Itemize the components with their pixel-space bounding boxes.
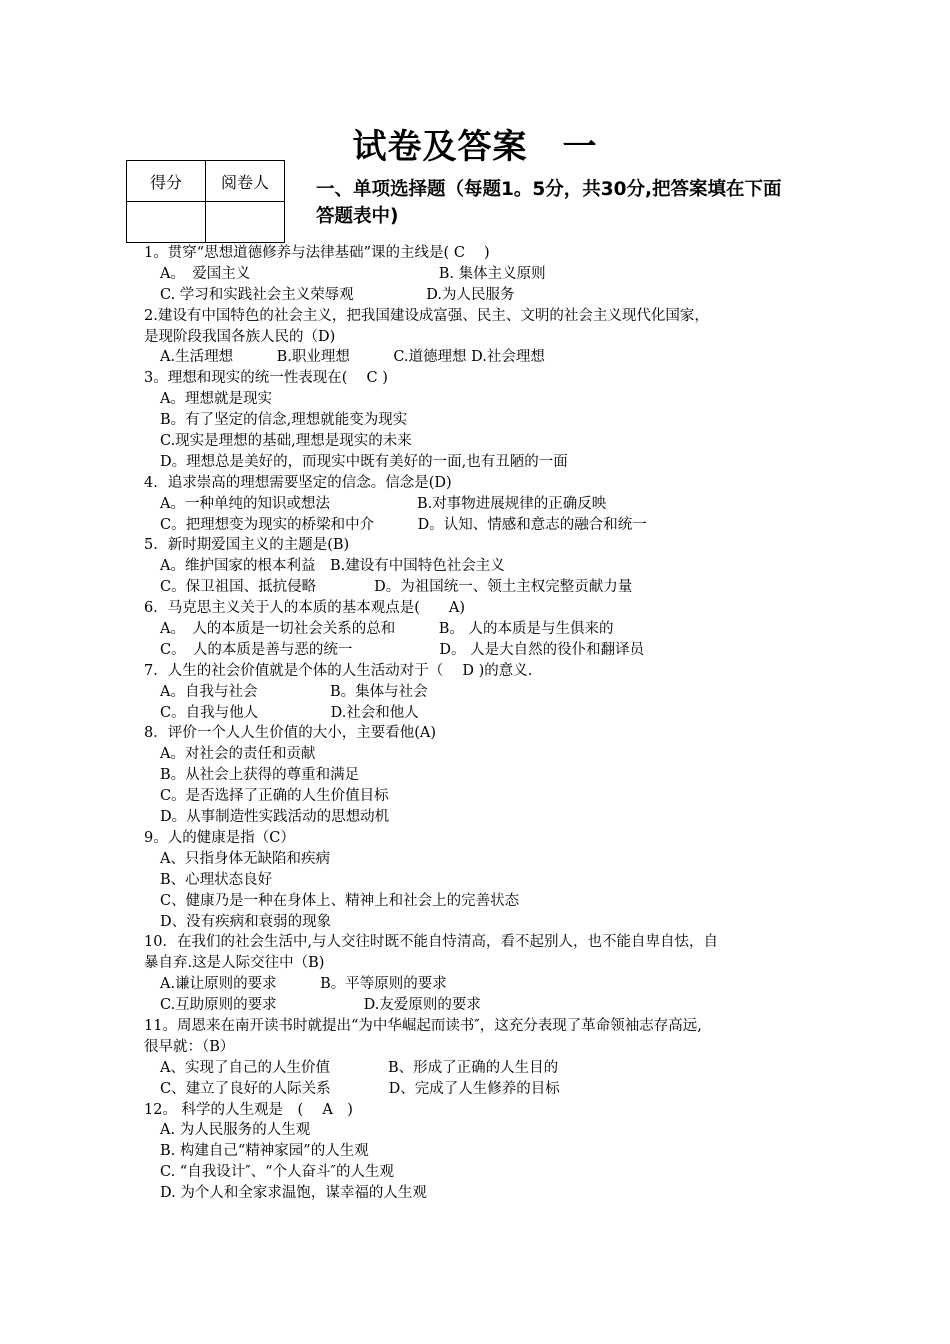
option-line: C. 学习和实践社会主义荣辱观 D.为人民服务 [160,286,515,303]
question-line: 2.建设有中国特色的社会主义，把我国建设成富强、民主、文明的社会主义现代化国家， [144,307,709,324]
question-line: 12。 科学的人生观是 ( A ) [144,1101,353,1118]
question-line: 5．新时期爱国主义的主题是(B) [144,537,350,554]
question-line: 1。贯穿“思想道德修养与法律基础”课的主线是( C ) [144,245,490,261]
grader-header: 阅卷人 [206,161,285,202]
option-line: A。对社会的责任和贡献 [160,746,316,763]
option-line: A、实现了自己的人生价值 B、形成了正确的人生目的 [160,1059,559,1076]
option-line: C、建立了良好的人际关系 D、完成了人生修养的目标 [160,1080,560,1097]
option-line: C、健康乃是一种在身体上、精神上和社会上的完善状态 [160,892,520,909]
question-line: 3。理想和现实的统一性表现在( C ) [144,370,388,387]
question-line: 4．追求崇高的理想需要坚定的信念。信念是(D) [144,474,452,491]
option-line: C。把理想变为现实的桥梁和中介 D。认知、情感和意志的融合和统一 [160,516,647,533]
option-line: B. 构建自己“精神家园”的人生观 [160,1143,369,1160]
question-line: 6．马克思主义关于人的本质的基本观点是( A) [144,600,466,617]
option-line: C.互助原则的要求 D.友爱原则的要求 [160,997,481,1014]
option-line: A。一种单纯的知识或想法 B.对事物进展规律的正确反映 [160,495,607,512]
option-line: D、没有疾病和衰弱的现象 [160,913,332,930]
option-line: B、心理状态良好 [160,871,273,888]
option-line: D. 为个人和全家求温饱，谋幸福的人生观 [160,1185,427,1202]
question-line: 7．人生的社会价值就是个体的人生活动对于（ D )的意义. [144,662,533,679]
question-line: 11。周恩来在南开读书时就提出“为中华崛起而读书″，这充分表现了革命领袖志存高远, [144,1017,702,1034]
option-line: D。从事制造性实践活动的思想动机 [160,809,390,826]
option-line: A.生活理想 B.职业理想 C.道德理想 D.社会理想 [160,349,545,366]
option-line: D。理想总是美好的，而现实中既有美好的一面,也有丑陋的一面 [160,453,568,470]
option-line: A。 爱国主义 B. 集体主义原则 [160,265,546,282]
grader-cell [206,202,285,243]
option-line: A。自我与社会 B。集体与社会 [160,683,428,700]
option-line: A、只指身体无缺陷和疾病 [160,850,330,867]
option-line: A。维护国家的根本利益 B.建设有中国特色社会主义 [160,558,505,575]
page-title: 试卷及答案 一 [352,127,598,167]
option-line: C.现实是理想的基础,理想是现实的未来 [160,433,412,450]
option-line: C. “自我设计″、“个人奋斗″的人生观 [160,1164,394,1181]
question-list [144,243,814,1204]
question-line: 10．在我们的社会生活中,与人交往时既不能自恃清高，看不起别人，也不能自卑自怯，自 [144,934,719,951]
score-table [126,160,285,243]
option-line: B。有了坚定的信念,理想就能变为现实 [160,412,408,429]
question-line: 暴自弃.这是人际交往中（B) [144,955,325,972]
section-heading: 一、单项选择题（每题1。5分，共30分,把答案填在下面答题表中) [316,179,782,227]
option-line: A。理想就是现实 [160,391,272,408]
question-line: 8．评价一个人人生价值的大小，主要看他(A) [144,725,437,742]
question-line: 是现阶段我国各族人民的（D) [144,328,336,345]
option-line: A. 为人民服务的人生观 [160,1122,311,1139]
option-line: C。 人的本质是善与恶的统一 D。 人是大自然的役仆和翻译员 [160,641,645,658]
score-header: 得分 [127,161,206,202]
option-line: C。自我与他人 D.社会和他人 [160,704,419,721]
option-line: C。是否选择了正确的人生价值目标 [160,788,389,805]
question-line: 很早就：（B） [144,1038,235,1055]
option-line: A.谦让原则的要求 B。平等原则的要求 [160,976,447,993]
option-line: B。从社会上获得的尊重和满足 [160,767,360,784]
option-line: A。 人的本质是一切社会关系的总和 B。 人的本质是与生俱来的 [160,621,614,638]
option-line: C。保卫祖国、抵抗侵略 D。为祖国统一、领土主权完整贡献力量 [160,579,633,596]
question-line: 9。人的健康是指（C） [144,829,295,846]
score-cell [127,202,206,243]
